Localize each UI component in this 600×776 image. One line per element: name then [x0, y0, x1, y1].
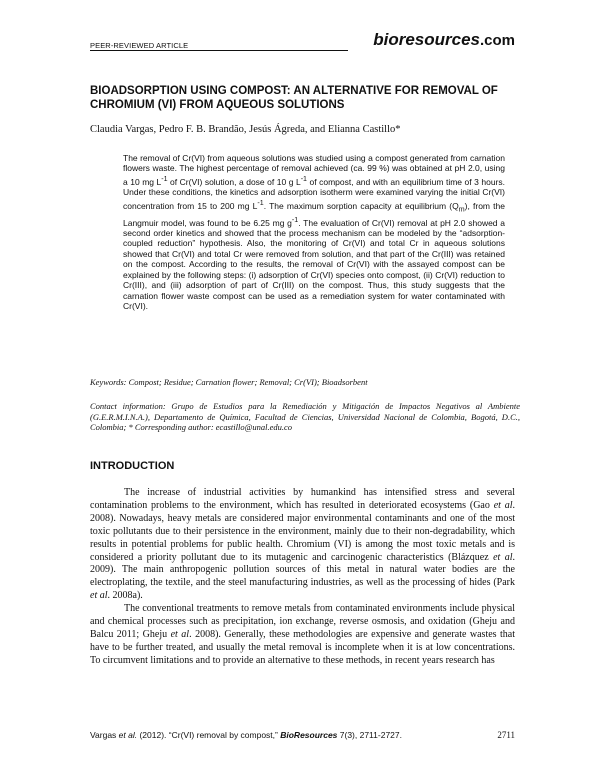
section-heading-introduction: INTRODUCTION [90, 460, 175, 472]
text-run: . 2009). The main anthropogenic pollution sources of this metal in natural water bodies are the electroplating, the textile, and the steel manufacturing industries, as well as the processing of hides (Park [90, 551, 515, 589]
page-number: 2711 [497, 730, 515, 740]
text-run-italic: et al [493, 499, 513, 511]
journal-name: BioResources [280, 730, 338, 740]
text-run-italic: et al [493, 551, 513, 563]
abstract-text: The removal of Cr(VI) from aqueous solutions was studied using a compost generated from carnation flowers waste. The highest percentage of removal achieved (ca. 99 %) was obtained at pH 2.0, using a 10 mg L [123, 153, 505, 187]
paragraph [90, 487, 515, 603]
article-type-label: PEER-REVIEWED ARTICLE [90, 41, 189, 50]
paragraph [90, 603, 515, 668]
brand-suffix: .com [479, 32, 515, 49]
abstract-sub: m [458, 205, 465, 214]
abstract-sup: -1 [161, 174, 168, 183]
text-run-italic: et al [90, 590, 108, 602]
introduction-body [90, 487, 515, 668]
article-title: BIOADSORPTION USING COMPOST: AN ALTERNATIVE FOR REMOVAL OF CHROMIUM (VI) FROM AQUEOUS SOLUTIONS [90, 85, 498, 111]
abstract-text: of Cr(VI) solution, a dose of 10 g L [167, 176, 301, 187]
text-run: The increase of industrial activities by humankind has intensified stress and several contamination problems to the environment, which has resulted in deteriorated ecosystems (Gao [90, 487, 515, 511]
abstract-text: . The maximum sorption capacity at equilibrium (Q [263, 200, 459, 211]
text-run: . 2008a). [107, 590, 143, 602]
text-run: . 2008). Nowadays, heavy metals are considered major environmental contaminants and one of the most toxic pollutants due to their persistence in the environment, mainly due to their non-degradability, which results in potential problems for public health. Chromium (VI) is among the most toxic metals and is considered a priority pollutant due to its mutagenic and carcinogenic characteristics (Blázquez [90, 499, 515, 563]
journal-brand[interactable] [373, 30, 515, 50]
citation [90, 730, 402, 740]
abstract-sup: -1 [300, 174, 307, 183]
header-rule [90, 50, 348, 51]
citation-text: 7(3), 2711-2727. [337, 730, 402, 740]
abstract-sup: -1 [291, 215, 299, 224]
abstract-text: . The evaluation of Cr(VI) removal at pH 2.0 showed a second order kinetics and showed that the process mechanism can be modeled by the “adsorption-coupled reduction” hypothesis. Also, the monitoring of Cr(VI) and total Cr in aqueous solutions showed that Cr(VI) and total Cr were removed from solution, and that part of the Cr(III) was retained on the compost. According to the results, the removal of Cr(VI) with the assayed compost can be explained by the following steps: (i) adsorption of Cr(VI) species onto compost, (ii) Cr(VI) reduction to Cr(III), and (iii) adsorption of part of Cr(III) on the compost. Thus, this study suggests that the carnation flower waste compost can be used as a remediation system for water contaminated with Cr(VI). [123, 217, 506, 312]
abstract [123, 153, 505, 312]
text-run-italic: et al [170, 628, 190, 640]
keywords: Keywords: Compost; Residue; Carnation flower; Removal; Cr(VI); Bioadsorbent [90, 377, 368, 387]
abstract-text: of compost, and with an equilibrium time of 3 hours. Under these conditions, the kinetics and adsorption isotherm were examined varying the initial Cr(VI) concentration from 15 to 200 mg L [123, 176, 505, 211]
text-run: . 2008). Generally, these methodologies are expensive and generate wastes that have to be further treated, and usually the metal removal is incomplete when it is at low concentrations. To circumvent limitations and to provide an alternative to these methods, in recent years research has [90, 628, 516, 666]
running-footer [90, 730, 515, 744]
text-run: The conventional treatments to remove metals from contaminated environments include physical and chemical processes such as precipitation, ion exchange, reverse osmosis, and oxidation (Gheju and Balcu 2011; Gheju [90, 603, 515, 640]
brand-name: bioresources [373, 30, 480, 49]
citation-text: (2012). “Cr(VI) removal by compost,” [137, 730, 281, 740]
abstract-text: ), from the Langmuir model, was found to be 6.25 mg g [123, 200, 505, 228]
citation-text: Vargas [90, 730, 119, 740]
running-header [90, 30, 515, 52]
citation-text-italic: et al. [118, 730, 138, 740]
abstract-sup: -1 [257, 198, 264, 207]
author-list: Claudia Vargas, Pedro F. B. Brandão, Jesús Ágreda, and Elianna Castillo* [90, 124, 401, 135]
contact-information: Contact information: Grupo de Estudios para la Remediación y Mitigación de Impactos Negativos al Ambiente (G.E.R.M.I.N.A.), Departamento de Química, Facultad de Ciencias, Universidad Nacional de Colombia, Bogotá, D.C., Colombia; * Corresponding author: ecastillo@unal.edu.co [90, 401, 520, 432]
